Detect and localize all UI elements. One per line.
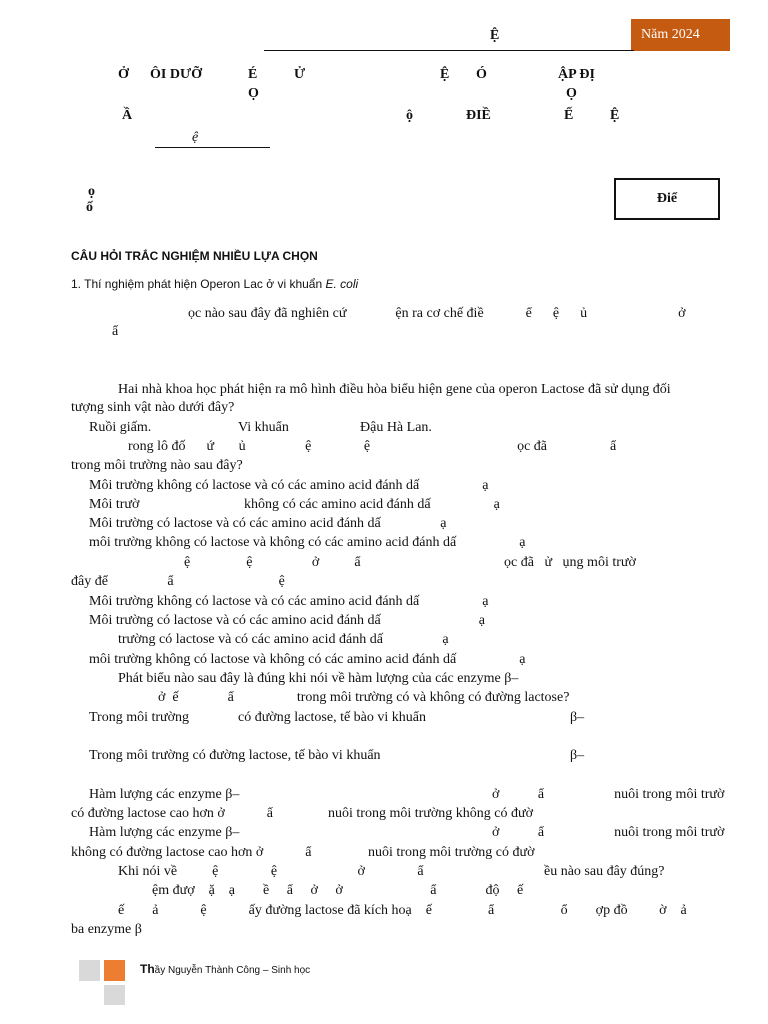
name-label-mark: ệ [192,130,199,145]
option-text: có đường lactose, tế bào vi khuẩn [238,710,426,725]
title-frag-8: Ọ [248,86,259,101]
title-frag-2: ÔI DƯỠ [150,67,202,82]
option-text: trường có lactose và có các amino acid đánh dấ ạ [118,632,449,647]
option-text: Môi trường không có lactose và có các amino acid đánh dấ ạ [89,478,489,493]
text-line: đây để ẩ ệ [71,574,285,589]
option-text: Môi trường có lactose và có các amino acid đánh dấ ạ [89,613,485,628]
student-mark-1: ọ [88,184,95,199]
header-mark: Ệ [490,28,500,43]
title-frag-6: Ó [476,67,487,82]
footer-author: Thầy Nguyễn Thành Công – Sinh học [140,962,311,976]
option-text: ệm đượ ặ ạ ề ẩ ở ở ẩ độ ế [152,883,524,898]
title-frag-4: Ử [294,67,306,82]
option-text: Môi trường có lactose và có các amino acid đánh dấ ạ [89,516,447,531]
text-line: ọc nào sau đây đã nghiên cứ ện ra cơ chế điề ể ệ ủ ở [188,306,686,321]
option-text: Vi khuẩn [238,420,289,435]
option-text: ở ẩ nuôi trong môi trườ [492,787,725,802]
option-text: Trong môi trường có đường lactose, tế bào vi khuẩn [89,748,381,763]
option-text: không có các amino acid đánh dấ ạ [244,497,500,512]
title-frag-3: É [248,67,258,82]
text-line: trong môi trường nào sau đây? [71,458,243,473]
text-line: Hai nhà khoa học phát hiện ra mô hình điều hòa biểu hiện gene của operon Lactose đã sử dụng đối [118,382,671,397]
option-text: β– [570,748,585,763]
section-title: CÂU HỎI TRẮC NGHIỆM NHIỀU LỰA CHỌN [71,249,318,263]
header-rule [264,50,634,51]
student-mark-2: ố [86,200,93,215]
option-text: Hàm lượng các enzyme β– [89,787,240,802]
title-frag-14: Ệ [610,108,620,123]
option-text: ba enzyme β [71,922,142,937]
option-text: Ruồi giấm. [89,420,152,435]
option-text: β– [570,710,585,725]
footer-gray-block [79,960,100,981]
title-frag-7: ẬP ĐỊ [558,67,595,82]
option-text: nuôi trong môi trường có đườ [368,845,535,860]
text-line: ẩ [112,324,119,339]
title-frag-11: ộ [406,108,413,123]
title-frag-5: Ệ [440,67,450,82]
option-text: môi trường không có lactose và không có các amino acid đánh dấ ạ [89,652,526,667]
text-line: rong lô đố ứ ủ ệ ệ ọc đã ẩ [128,439,617,454]
footer-orange-block [104,960,125,981]
text-line: Khi nói về ệ ệ ở ẩ [118,864,424,879]
option-text: ế ả ệ ấy đường lactose đã kích hoạ ế ẩ ổ ợp đồ ờ ả [118,903,687,918]
score-box: Điể [614,178,720,220]
option-text: Trong môi trường [89,710,190,725]
option-text: không có đường lactose cao hơn ở ẩ [71,845,312,860]
title-frag-12: ĐIỀ [466,108,491,123]
text-line: Phát biểu nào sau đây là đúng khi nói về hàm lượng của các enzyme β– [118,671,519,686]
title-frag-9: Ọ [566,86,577,101]
option-text: môi trường không có lactose và không có các amino acid đánh dấ ạ [89,535,526,550]
option-text: Đậu Hà Lan. [360,420,432,435]
title-frag-10: Ầ [122,108,133,123]
text-line: ệ ệ ở ẩ ọc đã ử ụng môi trườ [184,555,636,570]
title-frag-13: Ế [564,108,574,123]
option-text: Hàm lượng các enzyme β– [89,825,240,840]
section-subtitle: 1. Thí nghiệm phát hiện Operon Lac ở vi khuẩn E. coli [71,277,359,291]
text-line: ều nào sau đây đúng? [544,864,665,879]
year-badge: Năm 2024 [631,19,730,51]
option-text: có đường lactose cao hơn ở ẩ [71,806,274,821]
footer-gray-block [104,985,125,1005]
title-frag-1: Ở [118,67,129,82]
option-text: Môi trường không có lactose và có các amino acid đánh dấ ạ [89,594,489,609]
text-line: ở ế ẩ trong môi trường có và không có đường lactose? [158,690,570,705]
option-text: nuôi trong môi trường không có đườ [328,806,533,821]
name-rule [155,147,270,148]
option-text: Môi trườ [89,497,140,512]
option-text: ở ẩ nuôi trong môi trườ [492,825,725,840]
text-line: tượng sinh vật nào dưới đây? [71,400,235,415]
